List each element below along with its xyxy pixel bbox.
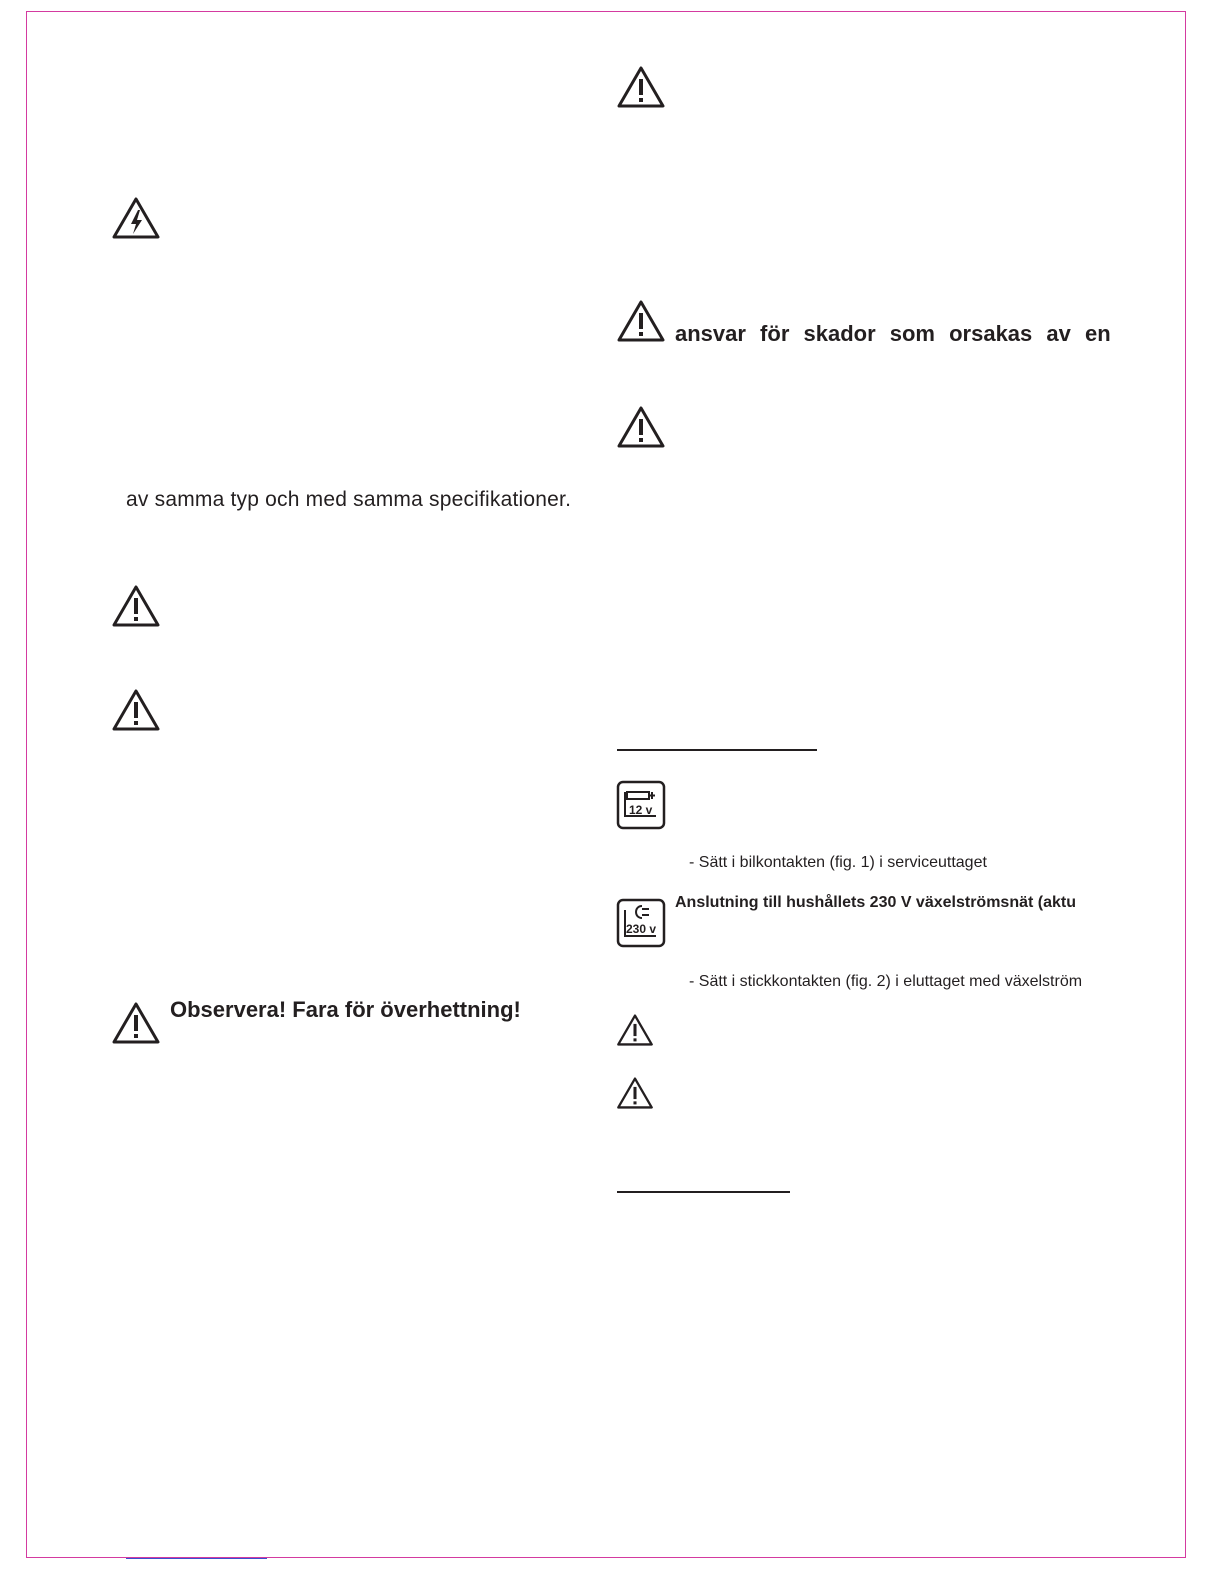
caution-warning-icon	[111, 688, 161, 732]
caution-warning-icon	[111, 1001, 161, 1045]
mains-connection-heading: Anslutning till hushållets 230 V växelströmsnät (aktu	[675, 894, 1076, 911]
caution-warning-icon	[616, 65, 666, 109]
wall-plug-instruction: - Sätt i stickkontakten (fig. 2) i eluttaget med växelström	[689, 973, 1083, 990]
footer-link-underline	[126, 1558, 267, 1559]
car-plug-instruction: - Sätt i bilkontakten (fig. 1) i serviceuttaget	[689, 854, 987, 871]
car-plug-12v-icon	[616, 780, 666, 830]
page-frame	[26, 11, 1186, 1558]
12v-label: 12 v	[629, 803, 653, 817]
caution-warning-icon	[616, 405, 666, 449]
230v-label: 230 v	[626, 922, 657, 936]
caution-warning-icon-small	[616, 1076, 654, 1110]
caution-warning-icon-small	[616, 1013, 654, 1047]
overheating-heading: Observera! Fara för överhettning!	[170, 997, 521, 1022]
caution-warning-icon	[111, 584, 161, 628]
electric-shock-warning-icon	[111, 196, 161, 240]
section-heading-underline	[617, 749, 817, 751]
section-heading-underline	[617, 1191, 790, 1193]
continuation-text: av samma typ och med samma specifikationer.	[126, 488, 572, 511]
wall-plug-230v-icon	[616, 898, 666, 948]
caution-warning-icon	[616, 299, 666, 343]
liability-text: ansvar för skador som orsakas av en	[675, 321, 1111, 346]
